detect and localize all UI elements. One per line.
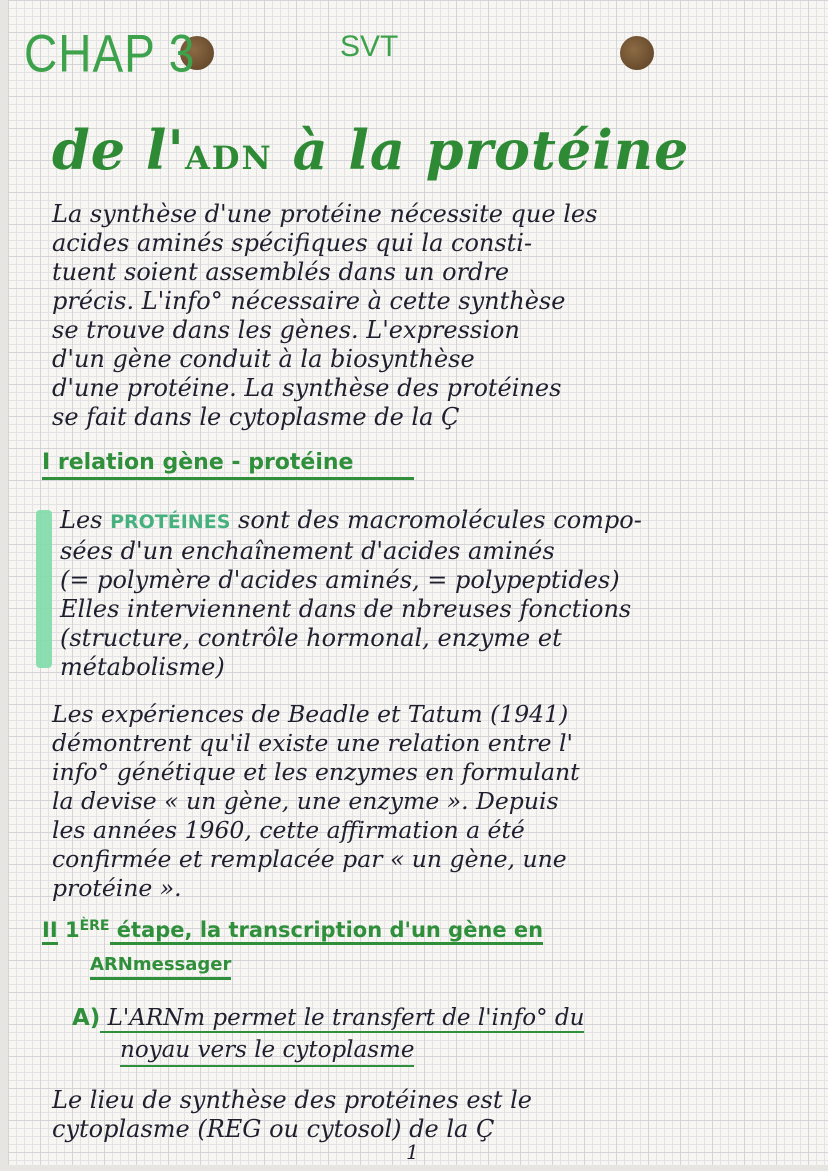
section-2-heading-line2: ARNmessager (90, 954, 231, 980)
keyword-proteines: PROTÉINES (110, 511, 231, 533)
intro-paragraph: La synthèse d'une protéine nécessite que les acides aminés spécifiques qui la consti- tuent soient assemblés dans un ordre précis. L'info° nécessaire à cette synthèse se trouve dans les gènes. L'expression d'un gène conduit à la biosynthèse d'une protéine. La synthèse des protéines se fait dans le cytoplasme de la Ç (52, 200, 598, 431)
chapter-label: CHAP 3 (24, 23, 196, 83)
subsection-a-body: Le lieu de synthèse des protéines est le cytoplasme (REG ou cytosol) de la Ç (52, 1086, 532, 1143)
definition-paragraph (60, 506, 642, 682)
title-part: à la protéine (292, 118, 690, 182)
subsection-a-heading (72, 1004, 584, 1033)
definition-les: Les (60, 506, 111, 534)
title-adn: ADN (184, 139, 273, 177)
notebook-page (8, 0, 828, 1165)
title-part: de l' (52, 118, 185, 182)
binder-hole (620, 36, 654, 70)
subsection-a-text: L'ARNm permet le transfert de l'info° du (100, 1005, 585, 1031)
subsection-a-label: A) (72, 1005, 101, 1031)
section-2-ordinal: 1 (64, 918, 80, 942)
subsection-a-heading-line2: noyau vers le cytoplasme (120, 1036, 414, 1067)
section-1-heading: I relation gène - protéine (42, 450, 414, 480)
section-2-ordinal-sup: ÈRE (79, 918, 110, 934)
definition-text: sont des macromolécules compo- sées d'un enchaînement d'acides aminés (= polymère d'acides aminés, = polypeptides) Elles interviennent dans de nbreuses fonctions (structure, contrôle hormonal, enzyme et métabolisme) (60, 506, 642, 681)
section-2-title: étape, la transcription d'un gène en (110, 918, 544, 945)
section-2-number: II (42, 918, 58, 945)
page-title (52, 118, 689, 182)
page-number: 1 (406, 1140, 419, 1164)
highlight-bar (36, 510, 52, 668)
section-2-heading (42, 918, 543, 944)
subject-label: SVT (340, 30, 399, 63)
experiments-paragraph: Les expériences de Beadle et Tatum (1941) démontrent qu'il existe une relation entre l' info° génétique et les enzymes en formulant la devise « un gène, une enzyme ». Depuis les années 1960, cette affirmation a été confirmée et remplacée par « un gène, une protéine ». (52, 700, 580, 902)
